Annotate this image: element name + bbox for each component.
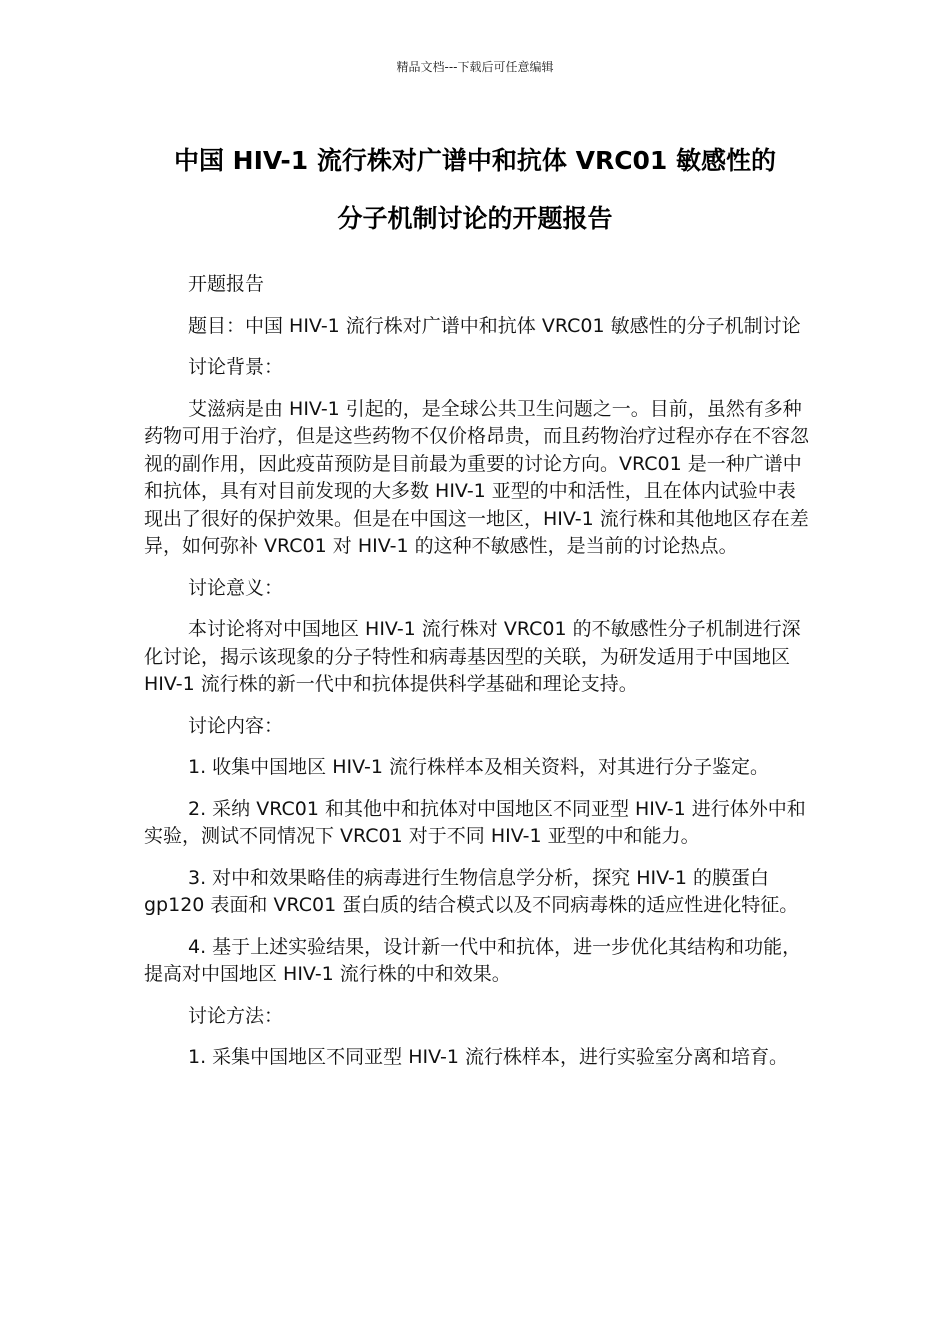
section-heading-method: 讨论方法： xyxy=(188,1004,284,1027)
document-title-line-2: 分子机制讨论的开题报告 xyxy=(337,204,613,233)
section-heading-background: 讨论背景： xyxy=(188,356,284,378)
document-title xyxy=(100,132,850,248)
topic-paragraph: 题目：中国 HIV-1 流行株对广谱中和抗体 VRC01 敏感性的分子机制讨论 xyxy=(188,314,801,337)
section-label-report: 开题报告 xyxy=(188,273,265,295)
method-item-1: 1. 采集中国地区不同亚型 HIV-1 流行株样本，进行实验室分离和培育。 xyxy=(188,1046,788,1068)
background-paragraph: 艾滋病是由 HIV-1 引起的，是全球公共卫生问题之一。目前，虽然有多种药物可用于治疗，但是这些药物不仅价格昂贵，而且药物治疗过程亦存在不容忽视的副作用，因此疫苗预防是目前最为重要的讨论方向。VRC01 是一种广谱中和抗体，具有对目前发现的大多数 HIV-1 亚型的中和活性，且在体内试验中表现出了很好的保护效果。但是在中国这一地区，HIV-1 流行株和其他地区存在差异，如何弥补 VRC01 对 HIV-1 的这种不敏感性，是当前的讨论热点。 xyxy=(144,397,810,557)
content-item-3: 3. 对中和效果略佳的病毒进行生物信息学分析，探究 HIV-1 的膜蛋白 gp120 表面和 VRC01 蛋白质的结合模式以及不同病毒株的适应性进化特征。 xyxy=(144,866,799,916)
section-heading-significance: 讨论意义： xyxy=(188,576,284,599)
document-title-line-1: 中国 HIV-1 流行株对广谱中和抗体 VRC01 敏感性的 xyxy=(173,146,777,175)
content-item-4: 4. 基于上述实验结果，设计新一代中和抗体，进一步优化其结构和功能，提高对中国地区 HIV-1 流行株的中和效果。 xyxy=(144,935,802,985)
section-heading-content: 讨论内容： xyxy=(188,714,284,737)
document-body xyxy=(144,271,809,1086)
content-item-2: 2. 采纳 VRC01 和其他中和抗体对中国地区不同亚型 HIV-1 进行体外中和实验，测试不同情况下 VRC01 对于不同 HIV-1 亚型的中和能力。 xyxy=(144,797,806,847)
content-item-1: 1. 收集中国地区 HIV-1 流行株样本及相关资料，对其进行分子鉴定。 xyxy=(188,756,769,778)
page-header: 精品文档---下载后可任意编辑 xyxy=(396,60,554,74)
significance-paragraph: 本讨论将对中国地区 HIV-1 流行株对 VRC01 的不敏感性分子机制进行深化讨论，揭示该现象的分子特性和病毒基因型的关联，为研发适用于中国地区 HIV-1 流行株的新一代中和抗体提供科学基础和理论支持。 xyxy=(144,618,801,695)
